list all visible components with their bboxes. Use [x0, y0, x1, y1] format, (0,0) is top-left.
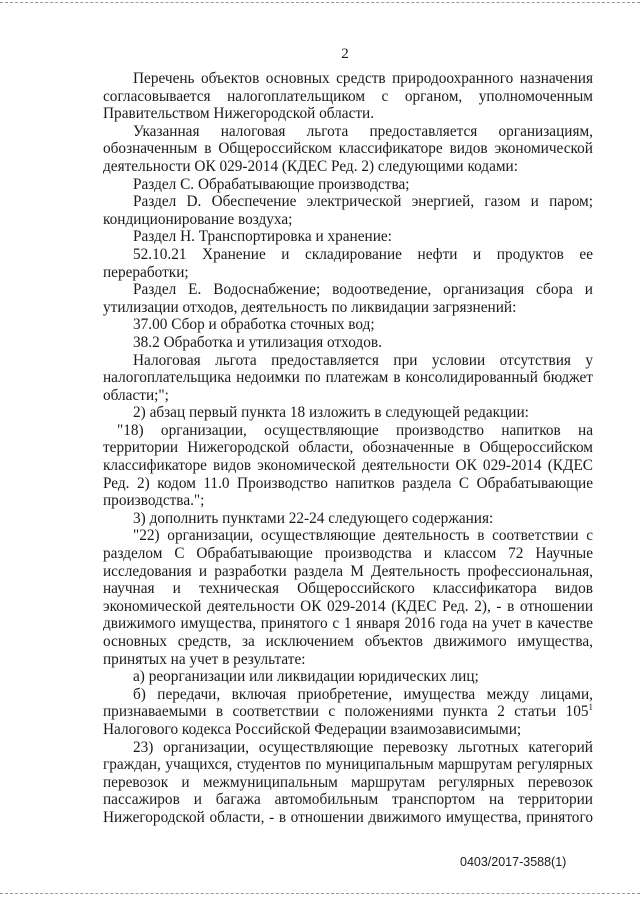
text-line: Перечень объектов основных средств природоохранного назначения — [133, 70, 593, 87]
text-line: переработки; — [103, 263, 189, 281]
page-number: 2 — [341, 46, 349, 62]
text-line: признаваемыми в соответствии с положениями пункта 2 статьи $105^1$ — [103, 702, 593, 721]
superscript: 1 — [588, 702, 593, 713]
text-line: граждан, учащихся, студентов по муниципальным маршрутам регулярных — [103, 756, 593, 774]
text-line: б) передачи, включая приобретение, имущества между лицами, — [133, 685, 593, 703]
text-line: налогоплательщика недоимки по платежам в консолидированный бюджет — [103, 369, 593, 387]
text-line: 37.00 Сбор и обработка сточных вод; — [133, 316, 375, 334]
text-line: Нижегородской области, - в отношении движимого имущества, принятого — [103, 808, 593, 826]
text-line: Правительством Нижегородской области. — [103, 105, 375, 123]
text-line: Указанная налоговая льгота предоставляется организациям, — [133, 122, 593, 140]
text-line: научная и техническая Общероссийского классификатора видов — [103, 580, 593, 598]
text-line: кондиционирование воздуха; — [103, 210, 293, 228]
text-line: деятельности ОК 029-2014 (КДЕС Ред. 2) следующими кодами: — [103, 157, 518, 175]
text-line: Раздел Е. Водоснабжение; водоотведение, организация сбора и — [133, 281, 593, 299]
document-body — [103, 70, 593, 827]
text-line: территории Нижегородской области, обозначенные в Общероссийском — [103, 439, 593, 457]
text-line: исследования и разработки раздела М Деятельность профессиональная, — [103, 562, 593, 580]
text-line: Раздел D. Обеспечение электрической энергией, газом и паром; — [133, 193, 593, 211]
text-line: пассажиров и багажа автомобильным транспортом на территории — [103, 791, 593, 809]
text-line: классификаторе видов экономической деятельности ОК 029-2014 (КДЕС — [103, 457, 593, 475]
text-line: а) реорганизации или ликвидации юридических лиц; — [133, 668, 479, 686]
text-line: Налогового кодекса Российской Федерации взаимозависимыми; — [103, 720, 522, 738]
text-line: движимого имущества, принятого с 1 января 2016 года на учет в качестве — [103, 615, 593, 633]
text-line: Раздел С. Обрабатывающие производства; — [133, 175, 410, 193]
text-line: Ред. 2) кодом 11.0 Производство напитков раздела С Обрабатывающие — [103, 474, 593, 492]
text-line: 2) абзац первый пункта 18 изложить в следующей редакции: — [133, 404, 529, 422]
text-line: обозначенным в Общероссийском классификаторе видов экономической — [103, 140, 593, 158]
text-line: 38.2 Обработка и утилизация отходов. — [133, 333, 382, 351]
text-line: 23) организации, осуществляющие перевозку льготных категорий — [133, 738, 593, 756]
text-line: "18) организации, осуществляющие производство напитков на — [117, 421, 593, 439]
document-code: 0403/2017-3588(1) — [460, 855, 567, 869]
scan-edge-bottom — [0, 893, 640, 894]
text-line: перевозок и межмуниципальным маршрутам регулярных перевозок — [103, 773, 593, 791]
text-line: принятых на учет в результате: — [103, 650, 306, 668]
text-line: 3) дополнить пунктами 22-24 следующего содержания: — [133, 509, 494, 527]
text-line: согласовывается налогоплательщиком с органом, уполномоченным — [103, 87, 593, 105]
text-line: Налоговая льгота предоставляется при условии отсутствия у — [133, 351, 593, 369]
text-line: "22) организации, осуществляющие деятельность в соответствии с — [133, 527, 593, 545]
text-line: Раздел Н. Транспортировка и хранение: — [133, 228, 392, 246]
text-line: производства."; — [103, 492, 205, 510]
text-line: утилизации отходов, деятельность по ликвидации загрязнений: — [103, 298, 517, 316]
text-line: разделом С Обрабатывающие производства и классом 72 Научные — [103, 545, 593, 563]
scan-edge-top — [0, 2, 640, 3]
text-line: 52.10.21 Хранение и складирование нефти и продуктов ее — [133, 245, 593, 263]
text-line: экономической деятельности ОК 029-2014 (КДЕС Ред. 2), - в отношении — [103, 597, 593, 615]
text-line: основных средств, за исключением объектов движимого имущества, — [103, 633, 593, 650]
text-line: области;"; — [103, 386, 169, 404]
